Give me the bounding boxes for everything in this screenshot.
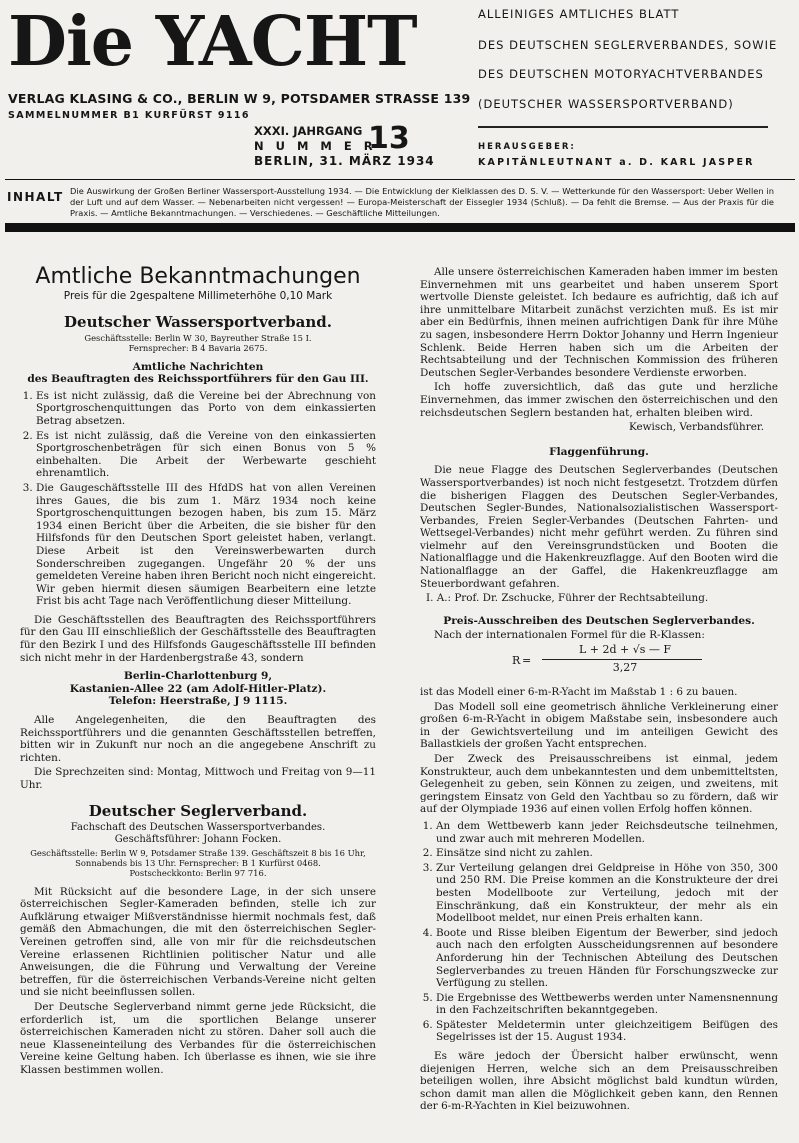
masthead-rule: [478, 126, 768, 128]
publisher-line: VERLAG KLASING & CO., BERLIN W 9, POTSDAMER STRASSE 139: [8, 91, 471, 106]
inhalt-text: Die Auswirkung der Großen Berliner Wassersport-Ausstellung 1934. — Die Entwicklung der Kielklassen des D. S. V. — Wetterkunde für den Wassersport: Ueber Wellen in der Luft und auf dem Wasser. — Nebenarbeiten nicht vergessen! — Europa-Meisterschaft der Eissegler 1934 (Schluß). — Da fehlt die Bremse. — Aus der Praxis für die Praxis. — Amtliche Bekanntmachungen. — Verschiedenes. — Geschäftliche Mitteilungen.: [70, 186, 774, 218]
list-item: 3. Zur Verteilung gelangen drei Geldpreise in Höhe von 350, 300 und 250 RM. Die Preise kommen an die Konstrukteure der drei besten Modellboote zur Verteilung, jedoch mit der Einschränkung, daß ein Konstrukteur, der mehr als ein Modellboot meldet, nur einen Preis erhalten kann.: [436, 862, 778, 925]
wsv-phone: Fernsprecher: B 4 Bavaria 2675.: [128, 342, 268, 353]
phone-line: SAMMELNUMMER B1 KURFÜRST 9116: [8, 110, 250, 121]
section-heading: Amtliche Bekanntmachungen: [35, 264, 361, 289]
rules-list: [420, 820, 778, 1044]
formula-denominator: 3,27: [612, 661, 638, 675]
dsv-subtitle: Fachschaft des Deutschen Wassersportverbandes.: [70, 821, 326, 833]
list-item: 1. Es ist nicht zulässig, daß die Vereine bei der Abrechnung von Sportgroschenquittungen das Porto von dem einkassierten Betrag absetzen.: [36, 390, 376, 428]
paragraph: ist das Modell einer 6-m-R-Yacht im Maßstab 1 : 6 zu bauen.: [420, 686, 738, 699]
paragraph: Alle Angelegenheiten, die den Beauftragten des Reichssportführers und die genannten Geschäftsstellen betreffen, bitten wir in Zukunft nur noch an die angegebene Anschrift zu richten.: [20, 714, 376, 764]
nachrichten-title: Amtliche Nachrichten: [132, 360, 264, 373]
paragraph: Die neue Flagge des Deutschen Seglerverbandes (Deutschen Wassersportverbandes) ist noch nicht festgesetzt. Trotzdem dürfen die bisherigen Flaggen des Deutschen Segler-Verbandes, Deutschen Segler-Bundes, Nationalsozialistischen Wassersport-Verbandes, Freien Segler-Verbandes (Deutschen Fahrten- und Wettsegel-Verbandes) nicht mehr geführt werden. Zu führen sind vielmehr auf den Vereinsgrundstücken und Booten die Nationalflagge und die Hakenkreuzflagge. Auf den Booten wird die Nationalflagge an der Gaffel, die Hakenkreuzflagge am Steuerbordwant gefahren.: [420, 464, 778, 590]
flag-title: Flaggenführung.: [549, 445, 649, 458]
paragraph: Der Deutsche Seglerverband nimmt gerne jede Rücksicht, die erforderlich ist, um die sportlichen Belange unserer österreichischen Kameraden nicht zu stören. Daher soll auch die neue Klasseneinteilung des Verbandes für die österreichischen Vereine keine Geltung haben. Ich überlasse es ihnen, wie sie ihre Klassen bestimmen wollen.: [20, 1000, 376, 1076]
inhalt-label: INHALT: [7, 190, 64, 204]
signature: I. A.: Prof. Dr. Zschucke, Führer der Rechtsabteilung.: [426, 592, 709, 605]
fraction-bar: [542, 659, 702, 660]
list-item: 6. Spätester Meldetermin unter gleichzeitigem Beifügen des Segelrisses ist der 15. August 1934.: [436, 1019, 778, 1044]
formula-lhs: R: [512, 654, 521, 668]
paragraph: Ich hoffe zuversichtlich, daß das gute und herzliche Einvernehmen, das immer zwischen den österreichischen und den reichsdeutschen Seglern bestanden hat, erhalten bleiben wird.: [420, 381, 778, 419]
dsv-manager: Geschäftsführer: Johann Focken.: [114, 833, 282, 845]
gau-list: [20, 390, 376, 608]
masthead-right-line-2: DES DEUTSCHEN SEGLERVERBANDES, SOWIE: [478, 38, 778, 52]
paragraph: Mit Rücksicht auf die besondere Lage, in der sich unsere österreichischen Segler-Kameraden befinden, stelle ich zur Aufklärung etwaiger Mißverständnisse hiermit nochmals fest, daß gemäß den Abmachungen, die mit den österreichischen Segler-Vereinen getroffen sind, alle von mir für die reichsdeutschen Vereine erlassenen Richtlinien politischer Natur und alle Anweisungen, die die Führung und Verwaltung der Vereine betreffen, für die österreichischen Verbands-Vereine nicht gelten und sie nicht beeinflussen sollen.: [20, 885, 376, 999]
paragraph: Die Sprechzeiten sind: Montag, Mittwoch und Freitag von 9—11 Uhr.: [20, 766, 376, 791]
formula-intro: Nach der internationalen Formel für die R-Klassen:: [434, 629, 705, 642]
left-column: [20, 252, 376, 1079]
paragraph: Es wäre jedoch der Übersicht halber erwünscht, wenn diejenigen Herren, welche sich an dem Preisausschreiben beteiligen wollen, ihre Absicht möglichst bald kundtun würden, schon damit man allen die Möglichkeit geben kann, den Rennen der 6-m-R-Yachten in Kiel beizuwohnen.: [420, 1050, 778, 1113]
list-item: 4. Boote und Risse bleiben Eigentum der Bewerber, sind jedoch auch nach den erfolgten Ausscheidungsrennen auf besondere Anforderung hin der Technischen Abteilung des Deutschen Seglerverbandes zu treuen Händen für Forschungszwecke zur Verfügung zu stellen.: [436, 927, 778, 990]
preis-title: Preis-Ausschreiben des Deutschen Seglerverbandes.: [443, 614, 755, 627]
herausgeber-name: KAPITÄNLEUTNANT a. D. KARL JASPER: [478, 157, 755, 168]
issue-number: 13: [368, 121, 410, 156]
masthead-right-line-1: ALLEINIGES AMTLICHES BLATT: [478, 7, 680, 21]
formula-equals: =: [522, 654, 532, 668]
nachrichten-subtitle: des Beauftragten des Reichssportführers für den Gau III.: [27, 373, 369, 386]
paragraph: Die Geschäftsstellen des Beauftragten des Reichssportführers für den Gau III einschließlich der Geschäftsstelle des Beauftragten für den Bezirk I und des Hilfsfonds Gaugeschäftsstelle III befinden sich nicht mehr in der Hardenbergstraße 43, sondern: [20, 613, 376, 664]
jahrgang: XXXI. JAHRGANG: [254, 124, 363, 138]
nummer-label: N U M M E R: [254, 139, 377, 153]
dsv-address-2: Sonnabends bis 13 Uhr. Fernsprecher: B 1 Kurfürst 0468.: [75, 857, 321, 868]
herausgeber-label: HERAUSGEBER:: [478, 142, 576, 152]
paragraph: Das Modell soll eine geometrisch ähnliche Verkleinerung einer großen 6-m-R-Yacht in obigem Maßstabe sein, insbesondere auch in der Gewichtsverteilung und im anteiligen Gewicht des Ballastkiels der großen Yacht entsprechen.: [420, 700, 778, 751]
issue-date: BERLIN, 31. MÄRZ 1934: [254, 154, 435, 168]
divider-thick: [5, 223, 795, 232]
list-item: 1. An dem Wettbewerb kann jeder Reichsdeutsche teilnehmen, und zwar auch mit mehreren Modellen.: [436, 820, 778, 845]
wsv-address: Geschäftsstelle: Berlin W 30, Bayreuther Straße 15 I.: [84, 332, 312, 343]
right-column: [420, 266, 778, 1115]
paragraph: Alle unsere österreichischen Kameraden haben immer im besten Einvernehmen mit uns gearbeitet und haben unserem Sport wertvolle Dienste geleistet. Ich bedaure es aufrichtig, daß ich auf ihre unmittelbare Mitarbeit zunächst verzichten muß. Es ist mir aber ein Bedürfnis, ihnen meinen aufrichtigen Dank für ihre Mühe zu sagen, insbesondere Herrn Doktor Johanny und Herrn Ingenieur Schlenk. Beide Herren haben sich um die Arbeiten der Rechtsabteilung und der Technischen Kommission des früheren Deutschen Segler-Verbandes besondere Verdienste erworben.: [420, 266, 778, 379]
paragraph: Der Zweck des Preisausschreibens ist einmal, jedem Konstrukteur, auch dem unbekanntesten und dem unbemitteltsten, Gelegenheit zu geben, sein Können zu zeigen, und zweitens, mit geringstem Einsatz von Geld den Yachtbau so zu fördern, daß wir auf der Olympiade 1936 auf einen vollen Erfolg hoffen können.: [420, 753, 778, 816]
list-item: 3. Die Gaugeschäftsstelle III des HfdDS hat von allen Vereinen ihres Gaues, die bis zum 1. März 1934 noch keine Sportgroschenquittungen bezogen haben, bis zum 15. März 1934 einen Bericht über die Arbeiten, die sie bisher für den Hilfsfonds für den Deutschen Sport geleistet haben, verlangt. Diese Arbeit ist den Vereinswerbewarten durch Sonderschreiben zugegangen. Ungefähr 20 % der uns gemeldeten Vereine haben ihren Bericht noch nicht eingereicht. Wir geben hiermit diesen säumigen Bearbeitern eine letzte Frist bis acht Tage nach Veröffentlichung dieser Mitteilung.: [36, 482, 376, 608]
address-line: Berlin-Charlottenburg 9,: [123, 670, 273, 683]
dsv-address-3: Postscheckkonto: Berlin 97 716.: [129, 867, 267, 878]
address-line: Kastanien-Allee 22 (am Adolf-Hitler-Platz).: [69, 682, 327, 695]
wsv-title: Deutscher Wassersportverband.: [64, 312, 332, 331]
dsv-address-1: Geschäftsstelle: Berlin W 9, Potsdamer Straße 139. Geschäftszeit 8 bis 16 Uhr,: [30, 847, 366, 858]
formula-numerator: L + 2d + √s — F: [578, 643, 672, 657]
r-formula: [420, 644, 778, 682]
list-item: 2. Einsätze sind nicht zu zahlen.: [436, 847, 778, 860]
masthead-right-line-3: DES DEUTSCHEN MOTORYACHTVERBANDES: [478, 67, 764, 81]
divider-thin: [5, 179, 795, 180]
masthead-right-line-4: (DEUTSCHER WASSERSPORTVERBAND): [478, 97, 734, 111]
address-line: Telefon: Heerstraße, J 9 1115.: [108, 695, 288, 708]
list-item: 2. Es ist nicht zulässig, daß die Vereine von den einkassierten Sportgroschenbeträgen für sich einen Bonus von 5 % einbehalten. Die Arbeit der Werbewarte geschieht ehrenamtlich.: [36, 430, 376, 480]
masthead-title: Die YACHT: [8, 2, 417, 82]
price-note: Preis für die 2gespaltene Millimeterhöhe 0,10 Mark: [63, 290, 333, 302]
new-address: [20, 670, 376, 708]
list-item: 5. Die Ergebnisse des Wettbewerbs werden unter Namensnennung in den Fachzeitschriften bekanntgegeben.: [436, 992, 778, 1017]
signature: Kewisch, Verbandsführer.: [629, 421, 764, 434]
dsv-title: Deutscher Seglerverband.: [88, 801, 308, 820]
